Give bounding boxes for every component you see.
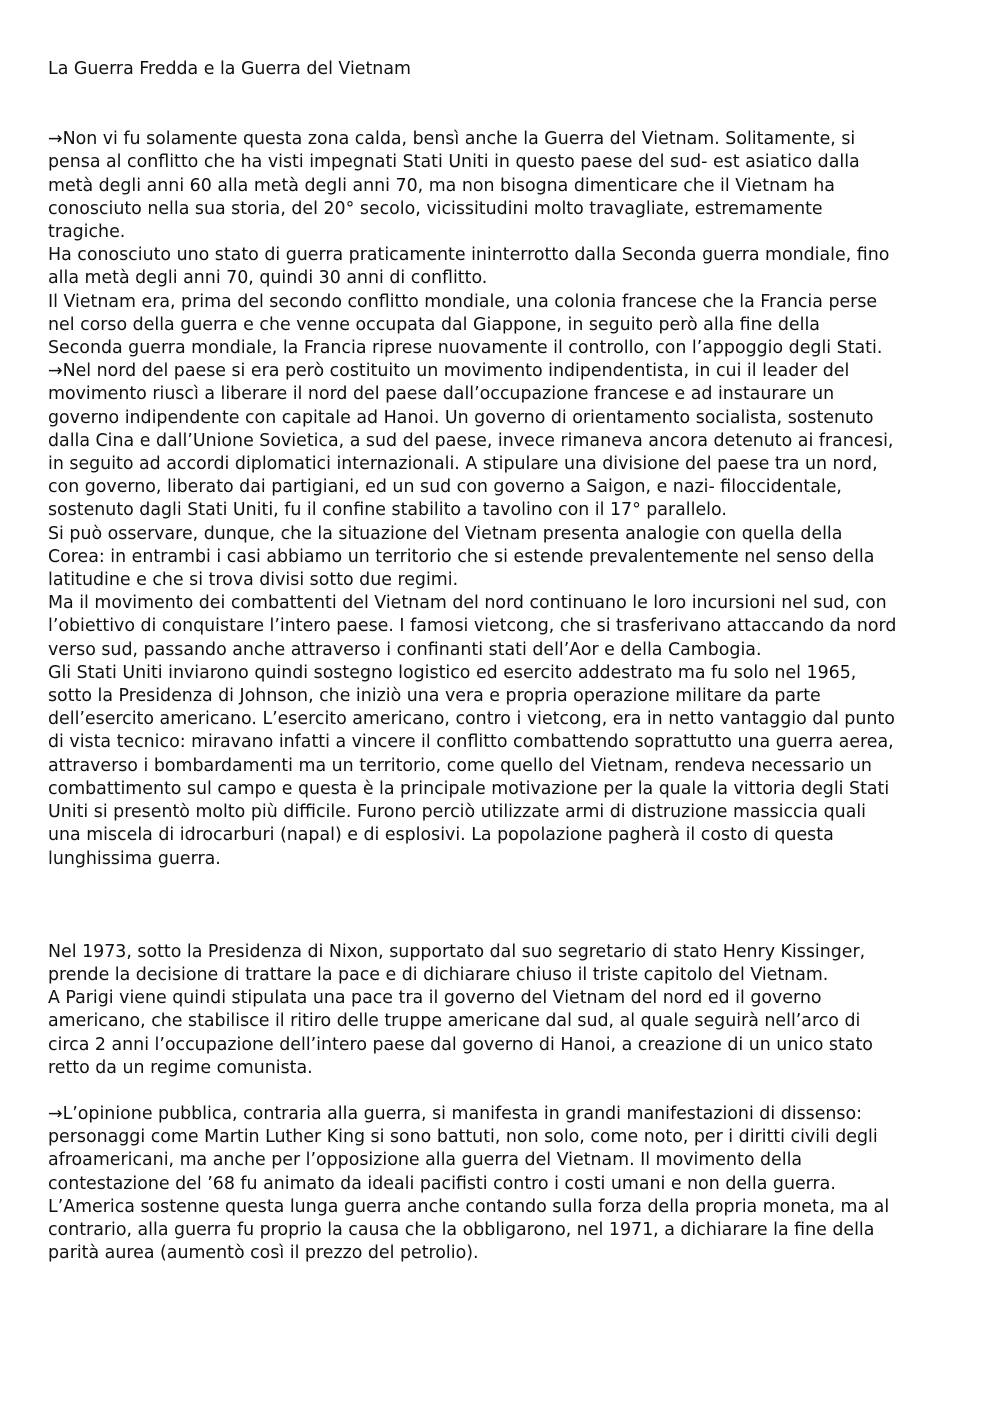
paragraph: A Parigi viene quindi stipulata una pace tra il governo del Vietnam del nord ed il governo americano, che stabilisce il ritiro delle truppe americane dal sud, al quale seguirà nell’arco di circa 2 anni l’occupazione dell’intero paese dal governo di Hanoi, a creazione di un unico stato retto da un regime comunista. [48, 988, 873, 1078]
paragraph: →Non vi fu solamente questa zona calda, bensì anche la Guerra del Vietnam. Solitamente, si pensa al conflitto che ha visti impegnati Stati Uniti in questo paese del sud- est asiatico dalla metà degli anni 60 alla metà degli anni 70, ma non bisogna dimenticare che il Vietnam ha conosciuto nella sua storia, del 20° secolo, vicissitudini molto travagliate, estremamente tragiche. [48, 129, 860, 243]
paragraph: →L’opinione pubblica, contraria alla guerra, si manifesta in grandi manifestazioni di dissenso: personaggi come Martin Luther King si sono battuti, non solo, come noto, per i diritti civili degli afroamericani, ma anche per l’opposizione alla guerra del Vietnam. Il movimento della contestazione del ’68 fu animato da ideali pacifisti contro i costi umani e non della guerra. [48, 1103, 878, 1194]
paragraph: L’America sostenne questa lunga guerra anche contando sulla forza della propria moneta, ma al contrario, alla guerra fu proprio la causa che la obbligarono, nel 1971, a dichiarare la fine della parità aurea (aumentò così il prezzo del petrolio). [48, 1196, 890, 1264]
paragraph: Ha conosciuto uno stato di guerra praticamente ininterrotto dalla Seconda guerra mondiale, fino alla metà degli anni 70, quindi 30 anni di conflitto. [48, 245, 890, 289]
spacer [48, 81, 958, 128]
paragraph: Ma il movimento dei combattenti del Vietnam del nord continuano le loro incursioni nel sud, con l’obiettivo di conquistare l’intero paese. I famosi vietcong, che si trasferivano attaccando da nord verso sud, passando anche attraverso i confinanti stati dell’Aor e della Cambogia. [48, 593, 897, 660]
document-page [48, 58, 958, 1265]
paragraph: →Nel nord del paese si era però costituito un movimento indipendentista, in cui il leader del movimento riuscì a liberare il nord del paese dall’occupazione francese e ad instaurare un governo indipendente con capitale ad Hanoi. Un governo di orientamento socialista, sostenuto dalla Cina e dall’Unione Sovietica, a sud del paese, invece rimaneva ancora detenuto ai francesi, in seguito ad accordi diplomatici internazionali. A stipulare una divisione del paese tra un nord, con governo, liberato dai partigiani, ed un sud con governo a Saigon, e nazi- filoccidentale, sostenuto dagli Stati Uniti, fu il confine stabilito a tavolino con il 17° parallelo. [48, 361, 894, 521]
spacer [48, 1080, 958, 1103]
spacer [48, 871, 958, 941]
paragraph: Nel 1973, sotto la Presidenza di Nixon, supportato dal suo segretario di stato Henry Kissinger, prende la decisione di trattare la pace e di dichiarare chiuso il triste capitolo del Vietnam. [48, 941, 866, 985]
paragraph: Il Vietnam era, prima del secondo conflitto mondiale, una colonia francese che la Francia perse nel corso della guerra e che venne occupata dal Giappone, in seguito però alla fine della Seconda guerra mondiale, la Francia riprese nuovamente il controllo, con l’appoggio degli Stati. [48, 291, 883, 359]
document-title: La Guerra Fredda e la Guerra del Vietnam [48, 59, 411, 79]
paragraph: Gli Stati Uniti inviarono quindi sostegno logistico ed esercito addestrato ma fu solo nel 1965, sotto la Presidenza di Johnson, che iniziò una vera e propria operazione militare da parte dell’esercito americano. L’esercito americano, contro i vietcong, era in netto vantaggio dal punto di vista tecnico: miravano infatti a vincere il conflitto combattendo soprattutto una guerra aerea, attraverso i bombardamenti ma un territorio, come quello del Vietnam, rendeva necessario un combattimento sul campo e questa è la principale motivazione per la quale la vittoria degli Stati Uniti si presentò molto più difficile. Furono perciò utilizzate armi di distruzione massiccia quali una miscela di idrocarburi (napal) e di esplosivi. La popolazione pagherà il costo di questa lunghissima guerra. [48, 662, 895, 869]
paragraph: Si può osservare, dunque, che la situazione del Vietnam presenta analogie con quella della Corea: in entrambi i casi abbiamo un territorio che si estende prevalentemente nel senso della latitudine e che si trova divisi sotto due regimi. [48, 523, 875, 591]
